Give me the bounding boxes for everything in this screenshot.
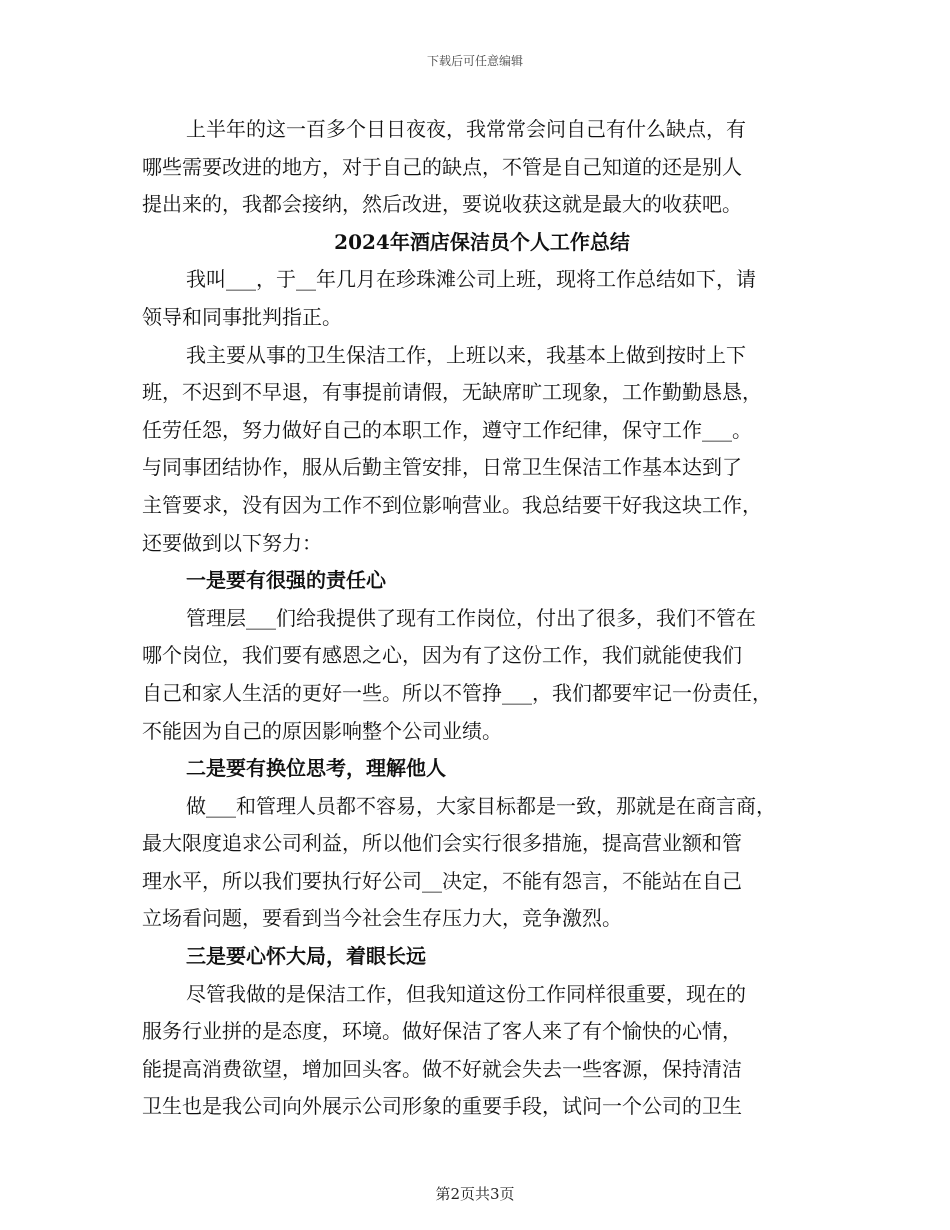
text-line: 哪个岗位，我们要有感恩之心，因为有了这份工作，我们就能使我们: [142, 643, 742, 668]
text-line: 立场看问题，要看到当今社会生存压力大，竞争激烈。: [142, 906, 622, 931]
text-line: 管理层___们给我提供了现有工作岗位，付出了很多，我们不管在: [186, 605, 756, 630]
text-line: 服务行业拼的是态度，环境。做好保洁了客人来了有个愉快的心情，: [142, 1019, 742, 1044]
text-line: 哪些需要改进的地方，对于自己的缺点，不管是自己知道的还是别人: [142, 154, 742, 179]
text-line: 理水平，所以我们要执行好公司__决定，不能有怨言，不能站在自己: [142, 868, 742, 893]
subheading: 三是要心怀大局，着眼长远: [186, 944, 426, 969]
text-line: 班，不迟到不早退，有事提前请假，无缺席旷工现象，工作勤勤恳恳，: [142, 380, 762, 405]
text-line: 主管要求，没有因为工作不到位影响营业。我总结要干好我这块工作，: [142, 492, 762, 517]
subheading: 一是要有很强的责任心: [186, 568, 386, 593]
text-line: 不能因为自己的原因影响整个公司业绩。: [142, 718, 502, 743]
text-line: 尽管我做的是保洁工作，但我知道这份工作同样很重要，现在的: [186, 981, 746, 1006]
text-line: 卫生也是我公司向外展示公司形象的重要手段，试问一个公司的卫生: [142, 1094, 742, 1119]
section-title: 2024年酒店保洁员个人工作总结: [334, 229, 630, 254]
page-header: 下载后可任意编辑: [426, 54, 523, 68]
text-line: 任劳任怨，努力做好自己的本职工作，遵守工作纪律，保守工作___。: [142, 417, 752, 442]
text-line: 还要做到以下努力：: [142, 530, 322, 555]
text-line: 领导和同事批判指正。: [142, 304, 342, 329]
text-line: 最大限度追求公司利益，所以他们会实行很多措施，提高营业额和管: [142, 831, 742, 856]
document-body: [142, 111, 822, 1126]
text-line: 上半年的这一百多个日日夜夜，我常常会问自己有什么缺点，有: [186, 117, 746, 141]
text-line: 自己和家人生活的更好一些。所以不管挣___，我们都要牢记一份责任，: [142, 680, 772, 705]
text-line: 我叫___，于__年几月在珍珠滩公司上班，现将工作总结如下，请: [186, 267, 756, 292]
text-line: 做___和管理人员都不容易，大家目标都是一致，那就是在商言商，: [186, 793, 776, 818]
text-line: 与同事团结协作，服从后勤主管安排，日常卫生保洁工作基本达到了: [142, 455, 742, 480]
text-line: 我主要从事的卫生保洁工作，上班以来，我基本上做到按时上下: [186, 342, 746, 367]
text-line: 提出来的，我都会接纳，然后改进，要说收获这就是最大的收获吧。: [142, 192, 742, 217]
subheading: 二是要有换位思考，理解他人: [186, 756, 446, 781]
page-footer: 第2页共3页: [435, 1185, 515, 1203]
text-line: 能提高消费欲望，增加回头客。做不好就会失去一些客源，保持清洁: [142, 1056, 742, 1081]
